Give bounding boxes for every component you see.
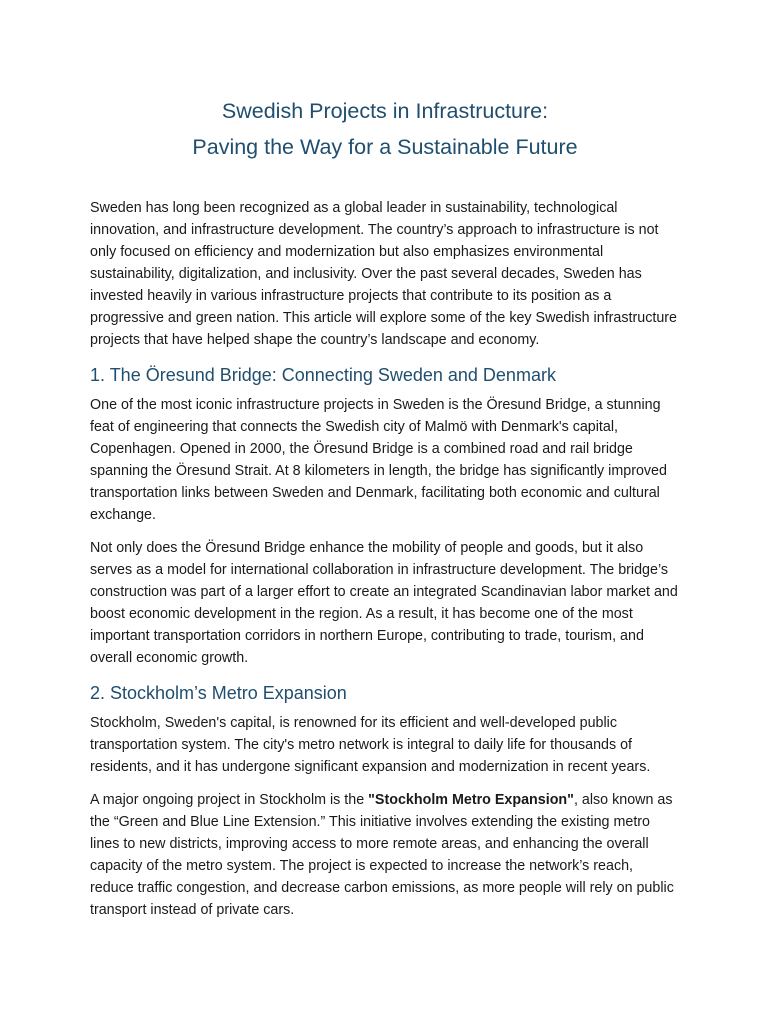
intro-paragraph: Sweden has long been recognized as a global leader in sustainability, technological innovation, and infrastructure development. The country’s approach to infrastructure is not only focused on efficiency and modernization but also emphasizes environmental sustainability, digitalization, and inclusivity. Over the past several decades, Sweden has invested heavily in various infrastructure projects that contribute to its position as a progressive and green nation. This article will explore some of the key Swedish infrastructure projects that have helped shape the country’s landscape and economy. bbox=[90, 200, 677, 348]
metro-paragraph-2-start: A major ongoing project in Stockholm is the bbox=[90, 792, 369, 808]
oresund-paragraph-2: Not only does the Öresund Bridge enhance the mobility of people and goods, but it also serves as a model for international collaboration in infrastructure development. The bridge’s construction was part of a larger effort to create an integrated Scandinavian labor market and boost economic development in the region. As a result, it has become one of the most important transportation corridors in northern Europe, contributing to trade, tourism, and overall economic growth. bbox=[90, 540, 678, 666]
metro-paragraph-1: Stockholm, Sweden's capital, is renowned for its efficient and well-developed public transportation system. The city's metro network is integral to daily life for thousands of residents, and it has undergone significant expansion and modernization in recent years. bbox=[90, 715, 651, 775]
document-title bbox=[90, 93, 680, 165]
metro-paragraph-2-rest: , also known as the “Green and Blue Line Extension.” This initiative involves extending the existing metro lines to new districts, improving access to more remote areas, and enhancing the overall capacity of the metro system. The project is expected to increase the network’s reach, reduce traffic congestion, and decrease carbon emissions, as more people will rely on public transport instead of private cars. bbox=[90, 792, 674, 918]
document-page bbox=[90, 93, 680, 932]
section-heading-stockholm-metro: 2. Stockholm’s Metro Expansion bbox=[90, 683, 347, 703]
section-heading-oresund-bridge: 1. The Öresund Bridge: Connecting Sweden and Denmark bbox=[90, 365, 556, 385]
title-line-2: Paving the Way for a Sustainable Future bbox=[192, 135, 578, 159]
metro-paragraph-2 bbox=[90, 789, 680, 921]
metro-expansion-bold: "Stockholm Metro Expansion" bbox=[368, 792, 574, 808]
oresund-paragraph-1: One of the most iconic infrastructure projects in Sweden is the Öresund Bridge, a stunning feat of engineering that connects the Swedish city of Malmö with Denmark's capital, Copenhagen. Opened in 2000, the Öresund Bridge is a combined road and rail bridge spanning the Öresund Strait. At 8 kilometers in length, the bridge has significantly improved transportation links between Sweden and Denmark, facilitating both economic and cultural exchange. bbox=[90, 397, 667, 523]
title-line-1: Swedish Projects in Infrastructure: bbox=[221, 99, 549, 123]
